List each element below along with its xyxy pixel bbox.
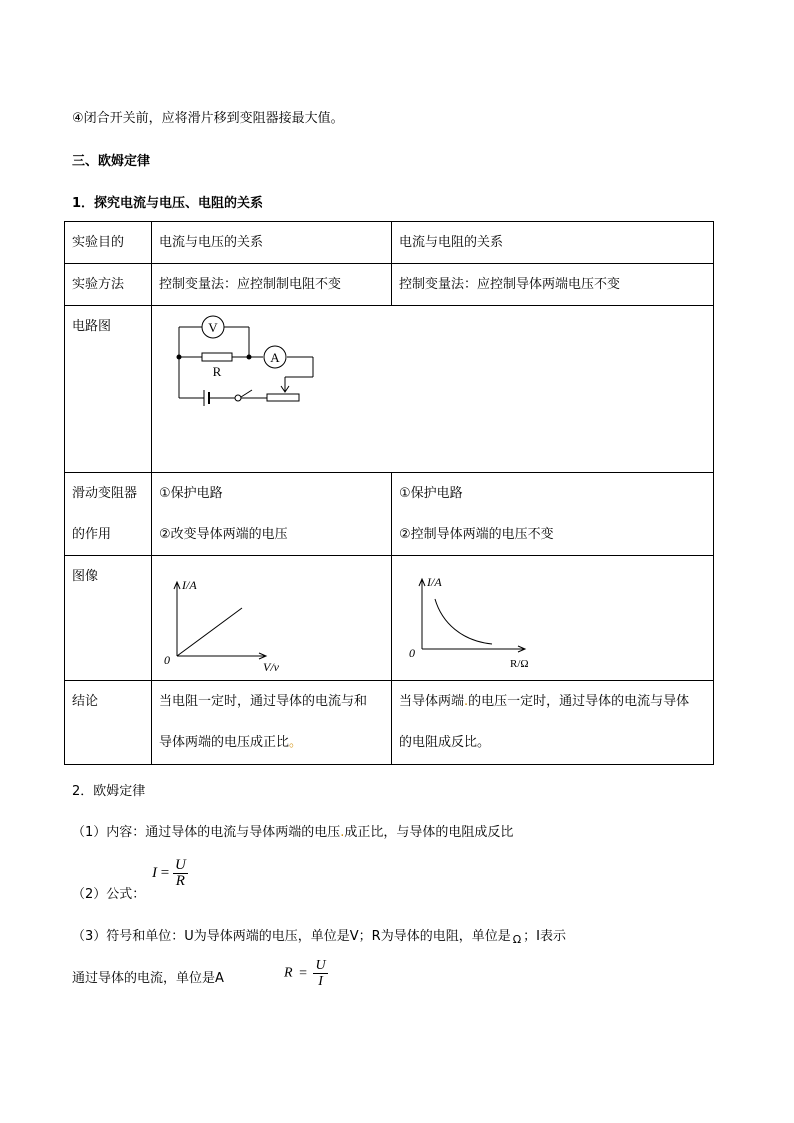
cell-text: 的电压一定时，通过导体的电流与导体 [468,694,690,709]
ammeter-label: A [270,350,280,365]
formula-lhs: I [152,864,157,881]
table-row [65,264,714,306]
list-item: ④闭合开关前，应将滑片移到变阻器接最大值。 [72,111,344,126]
table-cell: 电流与电压的关系 [152,222,392,264]
cell-line: ①保护电路 [399,486,463,501]
resistance-formula [284,958,328,989]
cell-line: 的电阻成反比。 [399,735,491,750]
row-label-line: 的作用 [72,527,112,542]
table-cell: 控制变量法：应控制导体两端电压不变 [392,264,714,306]
x-axis-label: R/Ω [510,658,529,670]
current-voltage-graph [157,561,317,681]
table-row [65,473,714,556]
subsection-heading: 2．欧姆定律 [72,784,146,799]
mark: 。 [289,735,303,750]
cell-line: ②控制导体两端的电压不变 [399,527,554,542]
circuit-diagram [157,311,357,421]
cell-text: 导体两端的电压成正比 [159,735,290,750]
row-label: 实验目的 [65,222,152,264]
symbols-line [72,925,566,944]
rheostat-symbol [267,394,299,401]
ohm-symbol: Ω [512,933,522,946]
symbols-text: （3）符号和单位：U为导体两端的电压，单位是V；R为导体的电阻，单位是 [72,929,511,944]
resistor-label: R [212,364,222,379]
formula-fraction [313,958,327,989]
table-cell: 电流与电阻的关系 [392,222,714,264]
switch-symbol [241,390,252,397]
table-row [65,222,714,264]
data-curve [435,599,492,644]
row-label: 图像 [65,556,152,681]
symbols-text: ；I表示 [523,929,566,944]
mark: . [340,825,345,840]
row-label: 实验方法 [65,264,152,306]
table-cell [392,681,714,765]
table-row [65,681,714,765]
cell-text: 当导体两端 [399,694,465,709]
cell-line [399,681,713,722]
cell-line: ①保护电路 [159,486,223,501]
formula-numerator: U [174,857,186,873]
row-label-line: 滑动变阻器 [72,486,138,501]
content-text: （1）内容：通过导体的电流与导体两端的电压 [72,825,341,840]
cell-line: ②改变导体两端的电压 [159,527,288,542]
table-cell [152,473,392,556]
cell-line: 当电阻一定时，通过导体的电流与和 [159,694,368,709]
content-text: 成正比，与导体的电阻成反比 [344,825,514,840]
graph-cell [152,556,392,681]
table-row [65,306,714,473]
formula-label: （2）公式： [72,887,146,902]
resistor-symbol [202,353,232,361]
formula-denominator: R [175,873,185,889]
row-label: 电路图 [65,306,152,473]
y-axis-label: I/A [182,578,197,592]
experiment-table [64,221,714,765]
current-resistance-graph [402,561,572,681]
table-cell [392,473,714,556]
formula-eq: = [160,864,170,881]
row-label: 结论 [65,681,152,765]
origin-label: 0 [164,653,170,667]
section-heading: 三、欧姆定律 [72,154,151,169]
origin-label: 0 [409,646,415,660]
row-label [65,473,152,556]
ohms-law-formula [152,858,188,889]
cell-line [159,722,391,763]
y-axis-label: I/A [427,575,442,589]
table-cell: 控制变量法：应控制制电阻不变 [152,264,392,306]
mark: . [464,694,469,709]
data-line [177,608,242,656]
law-content [72,821,513,840]
x-axis-label: V/v [263,660,279,674]
symbols-line: 通过导体的电流，单位是A [72,971,224,986]
formula-denominator: I [318,974,323,989]
formula-eq: = [299,965,307,981]
formula-numerator: U [315,958,326,973]
circuit-cell [152,306,714,473]
voltmeter-label: V [208,320,218,335]
subsection-heading: 1．探究电流与电压、电阻的关系 [72,196,264,211]
table-cell [152,681,392,765]
formula-lhs: R [284,965,293,981]
table-row [65,556,714,681]
formula-fraction [173,858,188,889]
graph-cell [392,556,714,681]
